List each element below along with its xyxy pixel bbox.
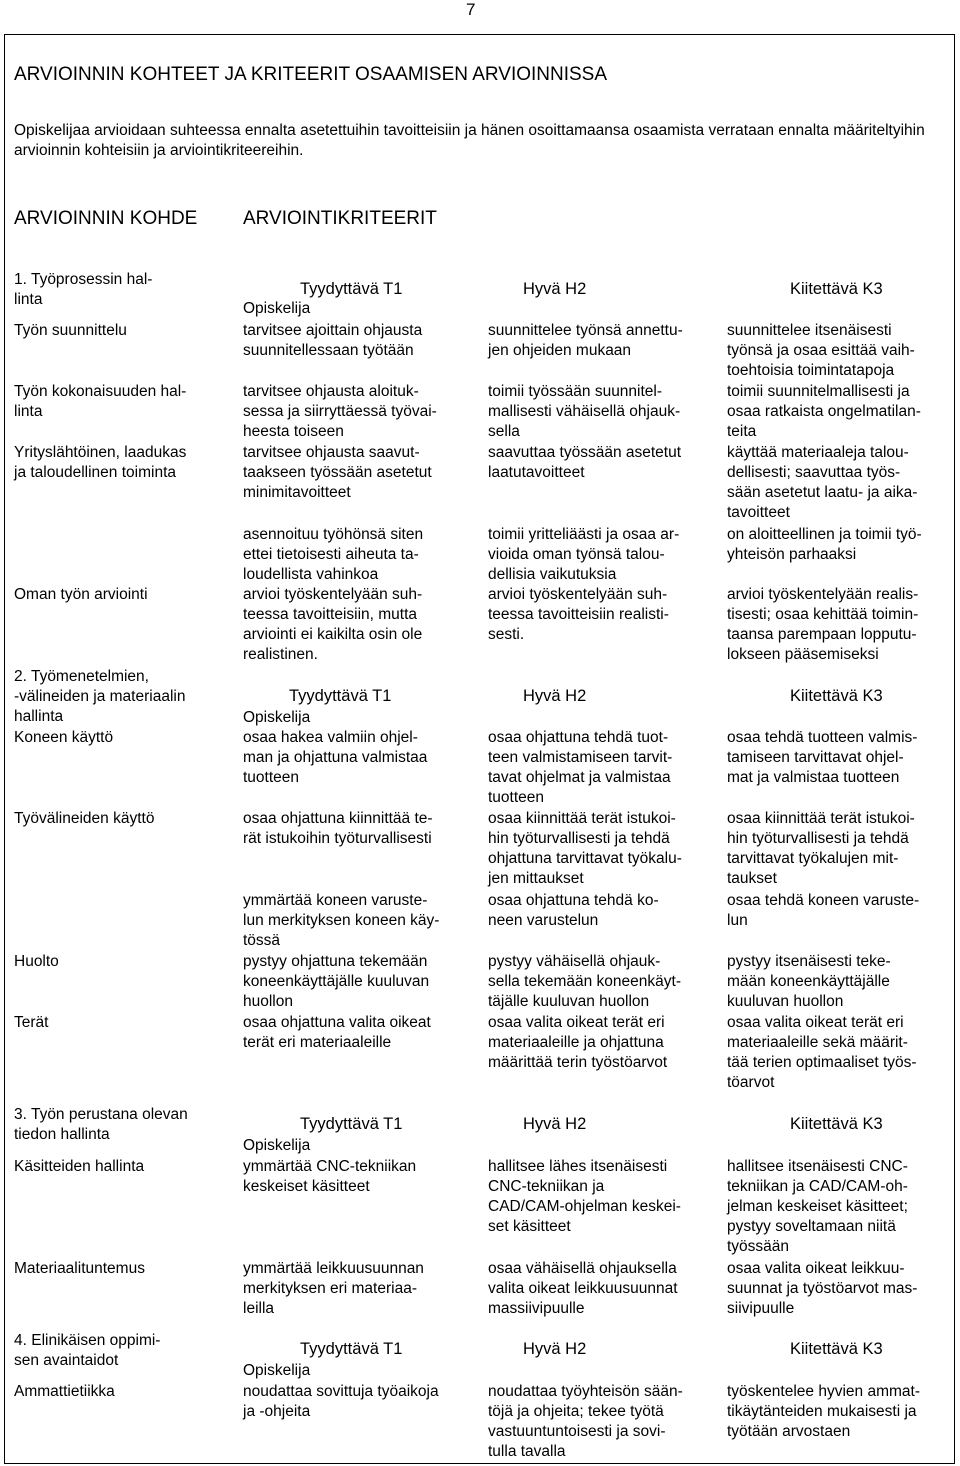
criterion-k3: osaa valita oikeat terät eri materiaaleille sekä määrit- tää terien optimaaliset työs- töarvot [727, 1014, 917, 1091]
page-title: ARVIOINNIN KOHTEET JA KRITEERIT OSAAMISEN ARVIOINNISSA [14, 64, 608, 85]
grade-t1-header: Tyydyttävä T1 [289, 687, 392, 705]
criterion-label: Työn kokonaisuuden hal- linta [14, 383, 187, 420]
criterion-label: Huolto [14, 953, 59, 970]
grade-h2-header: Hyvä H2 [523, 280, 587, 298]
criterion-t1: arvioi työskentelyään suh- teessa tavoitteisiin, mutta arviointi ei kaikilta osin ole realistinen. [243, 586, 423, 663]
intro-paragraph: Opiskelijaa arvioidaan suhteessa ennalta asetettuihin tavoitteisiin ja hänen osoittamaansa osaamista verrataan ennalta määriteltyihin arvioinnin kohteisiin ja arviointikriteereihin. [14, 122, 925, 159]
criterion-k3: osaa valita oikeat leikkuu- suunnat ja työstöarvot mas- siivipuulle [727, 1260, 918, 1317]
criterion-k3: käyttää materiaaleja talou- dellisesti; saavuttaa työs- sään asetetut laatu- ja aika- tavoitteet [727, 444, 918, 521]
criterion-label: Käsitteiden hallinta [14, 1158, 145, 1175]
criterion-label: Työn suunnittelu [14, 322, 127, 339]
criterion-h2: osaa kiinnittää terät istukoi- hin työturvallisesti ja tehdä ohjattuna tarvittavat työkalu- jen mittaukset [488, 810, 682, 887]
criterion-t1: ymmärtää koneen varuste- lun merkityksen koneen käy- tössä [243, 892, 440, 949]
grade-k3-header: Kiitettävä K3 [790, 1115, 883, 1133]
heading-arvioinnin-kohde: ARVIOINNIN KOHDE [14, 208, 198, 229]
grade-t1-header: Tyydyttävä T1 [300, 280, 403, 298]
criterion-h2: osaa valita oikeat terät eri materiaaleille ja ohjattuna määrittää terin työstöarvot [488, 1014, 668, 1071]
student-label: Opiskelija [243, 300, 311, 317]
criterion-t1: tarvitsee ohjausta saavut- taakseen työssään asetetut minimitavoitteet [243, 444, 432, 501]
criterion-label: Oman työn arviointi [14, 586, 148, 603]
criterion-t1: osaa ohjattuna valita oikeat terät eri materiaaleille [243, 1014, 431, 1051]
criterion-t1: osaa ohjattuna kiinnittää te- rät istukoihin työturvallisesti [243, 810, 433, 847]
section-3-title: 3. Työn perustana olevan tiedon hallinta [14, 1106, 188, 1143]
criterion-k3: osaa tehdä koneen varuste- lun [727, 892, 920, 929]
student-label: Opiskelija [243, 1362, 311, 1379]
grade-k3-header: Kiitettävä K3 [790, 687, 883, 705]
criterion-h2: noudattaa työyhteisön sään- töjä ja ohjeita; tekee työtä vastuuntuntoisesti ja sovi- tulla tavalla [488, 1383, 683, 1460]
criterion-label: Ammattietiikka [14, 1383, 115, 1400]
grade-t1-header: Tyydyttävä T1 [300, 1115, 403, 1133]
criterion-t1: noudattaa sovittuja työaikoja ja -ohjeita [243, 1383, 439, 1420]
criterion-k3: toimii suunnitelmallisesti ja osaa ratkaista ongelmatilan- teita [727, 383, 921, 440]
section-4-title: 4. Elinikäisen oppimi- sen avaintaidot [14, 1332, 161, 1369]
criterion-h2: arvioi työskentelyään suh- teessa tavoitteisiin realisti- sesti. [488, 586, 669, 643]
criterion-h2: pystyy vähäisellä ohjauk- sella tekemään koneenkäyt- täjälle kuuluvan huollon [488, 953, 682, 1010]
heading-arviointikriteerit: ARVIOINTIKRITEERIT [243, 208, 437, 229]
criterion-h2: osaa ohjattuna tehdä tuot- teen valmistamiseen tarvit- tavat ohjelmat ja valmistaa tuotteen [488, 729, 673, 806]
criterion-k3: osaa kiinnittää terät istukoi- hin työturvallisesti ja tehdä tarvittavat työkalujen mit- taukset [727, 810, 915, 887]
criterion-h2: hallitsee lähes itsenäisesti CNC-tekniikan ja CAD/CAM-ohjelman keskei- set käsitteet [488, 1158, 681, 1235]
criterion-label: Koneen käyttö [14, 729, 114, 746]
criterion-k3: työskentelee hyvien ammat- tikäytänteiden mukaisesti ja työtään arvostaen [727, 1383, 920, 1440]
student-label: Opiskelija [243, 1137, 311, 1154]
criterion-k3: arvioi työskentelyään realis- tisesti; osaa kehittää toimin- taansa parempaan lopputu- lokseen pääsemiseksi [727, 586, 919, 663]
grade-k3-header: Kiitettävä K3 [790, 1340, 883, 1358]
grade-h2-header: Hyvä H2 [523, 1115, 587, 1133]
criterion-k3: on aloitteellinen ja toimii työ- yhteisön parhaaksi [727, 526, 922, 563]
criterion-h2: saavuttaa työssään asetetut laatutavoitteet [488, 444, 682, 481]
criterion-t1: osaa hakea valmiin ohjel- man ja ohjattuna valmistaa tuotteen [243, 729, 428, 786]
criterion-t1: asennoituu työhönsä siten ettei tietoisesti aiheuta ta- loudellista vahinkoa [243, 526, 424, 583]
criterion-t1: ymmärtää CNC-tekniikan keskeiset käsitteet [243, 1158, 417, 1195]
grade-h2-header: Hyvä H2 [523, 1340, 587, 1358]
criterion-h2: osaa vähäisellä ohjauksella valita oikeat leikkuusuunnat massiivipuulle [488, 1260, 678, 1317]
page-number: 7 [466, 0, 476, 19]
criterion-t1: tarvitsee ajoittain ohjausta suunnitellessaan työtään [243, 322, 423, 359]
criterion-h2: toimii työssään suunnitel- mallisesti vähäisellä ohjauk- sella [488, 383, 681, 440]
criterion-k3: pystyy itsenäisesti teke- mään koneenkäyttäjälle kuuluvan huollon [727, 953, 891, 1010]
criterion-h2: suunnittelee työnsä annettu- jen ohjeiden mukaan [488, 322, 683, 359]
criterion-label: Yrityslähtöinen, laadukas ja taloudellinen toiminta [14, 444, 187, 481]
grade-t1-header: Tyydyttävä T1 [300, 1340, 403, 1358]
criterion-k3: hallitsee itsenäisesti CNC- tekniikan ja CAD/CAM-oh- jelman keskeiset käsitteet; pystyy soveltamaan niitä työssään [727, 1158, 908, 1255]
criterion-t1: tarvitsee ohjausta aloituk- sessa ja siirryttäessä työvai- heesta toiseen [243, 383, 437, 440]
section-2-title: 2. Työmenetelmien, -välineiden ja materiaalin hallinta [14, 668, 186, 725]
grade-h2-header: Hyvä H2 [523, 687, 587, 705]
criterion-label: Materiaalituntemus [14, 1260, 145, 1277]
criterion-t1: ymmärtää leikkuusuunnan merkityksen eri materiaa- leilla [243, 1260, 424, 1317]
criterion-k3: osaa tehdä tuotteen valmis- tamiseen tarvittavat ohjel- mat ja valmistaa tuotteen [727, 729, 918, 786]
section-1-title: 1. Työprosessin hal- linta [14, 271, 153, 308]
criterion-label: Terät [14, 1014, 49, 1031]
criterion-t1: pystyy ohjattuna tekemään koneenkäyttäjälle kuuluvan huollon [243, 953, 430, 1010]
criterion-h2: osaa ohjattuna tehdä ko- neen varustelun [488, 892, 659, 929]
student-label: Opiskelija [243, 709, 311, 726]
criterion-h2: toimii yritteliäästi ja osaa ar- vioida oman työnsä talou- dellisia vaikutuksia [488, 526, 680, 583]
grade-k3-header: Kiitettävä K3 [790, 280, 883, 298]
criterion-k3: suunnittelee itsenäisesti työnsä ja osaa esittää vaih- toehtoisia toimintatapoja [727, 322, 915, 379]
criterion-label: Työvälineiden käyttö [14, 810, 155, 827]
